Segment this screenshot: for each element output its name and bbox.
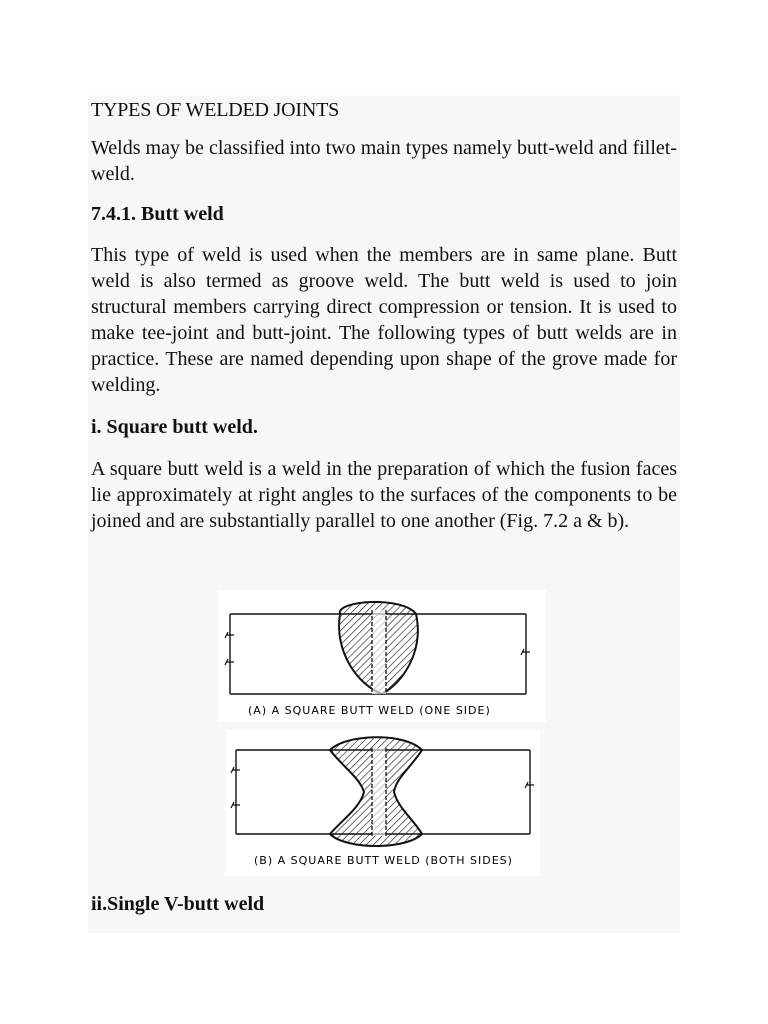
square-butt-weld-paragraph: A square butt weld is a weld in the preparation of which the fusion faces lie approximately at right angles to the surfaces of the components to be joined and are substantially parallel to one another (Fig. 7.2 a & b). — [91, 458, 677, 532]
figure-b-drawing — [226, 730, 540, 876]
figure-a-drawing — [218, 590, 546, 722]
single-v-butt-weld-heading: ii.Single V-butt weld — [91, 893, 265, 915]
butt-weld-heading: 7.4.1. Butt weld — [91, 203, 224, 225]
square-butt-weld-heading: i. Square butt weld. — [91, 416, 258, 438]
intro-paragraph: Welds may be classified into two main types namely butt-weld and fillet-weld. — [91, 137, 677, 185]
figure-a-caption: (A) A SQUARE BUTT WELD (ONE SIDE) — [248, 704, 491, 717]
butt-weld-paragraph: This type of weld is used when the members are in same plane. Butt weld is also termed as groove weld. The butt weld is used to join structural members carrying direct compression or tension. It is used to make tee-joint and butt-joint. The following types of butt welds are in practice. These are named depending upon shape of the grove made for welding. — [91, 244, 677, 396]
root-gap — [372, 748, 386, 836]
figure-b-caption: (B) A SQUARE BUTT WELD (BOTH SIDES) — [254, 854, 513, 867]
document-title: TYPES OF WELDED JOINTS — [91, 99, 340, 121]
document-page — [88, 95, 680, 933]
document-content — [91, 95, 677, 534]
figure-a — [218, 590, 546, 722]
root-gap — [372, 610, 386, 694]
figure-b — [226, 730, 540, 876]
